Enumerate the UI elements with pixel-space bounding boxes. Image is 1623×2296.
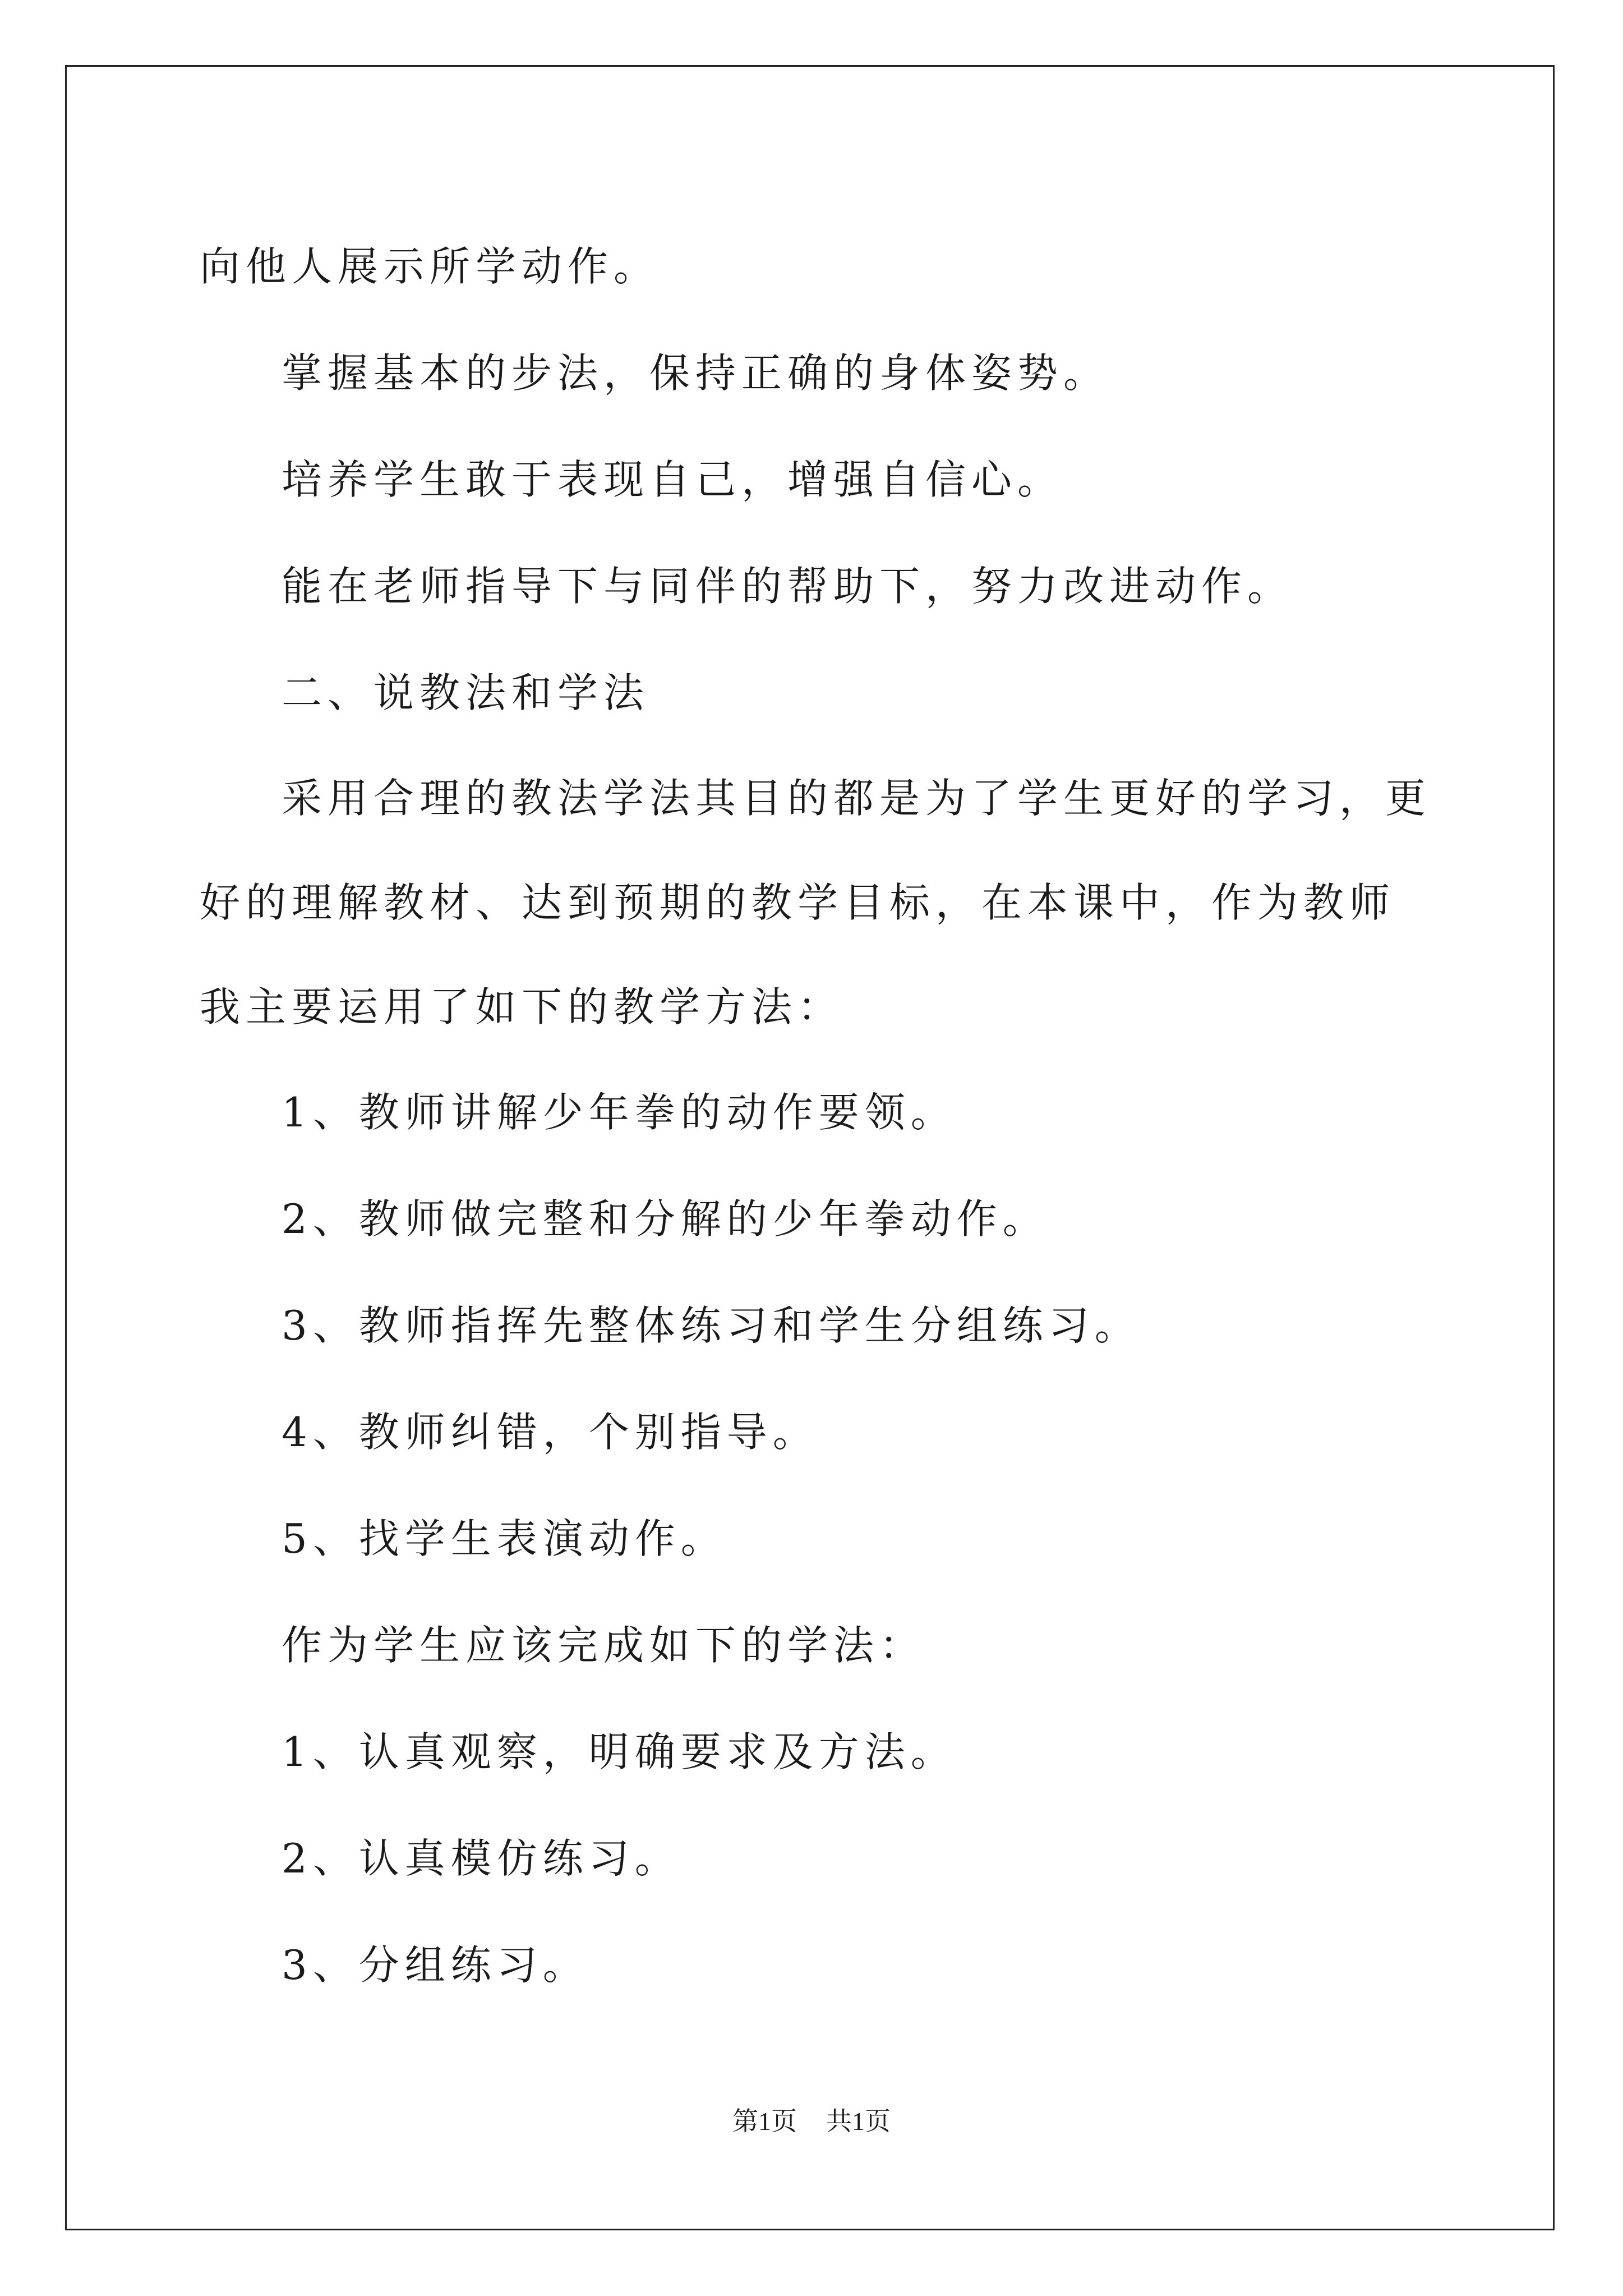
page-number: 第1页 xyxy=(732,2107,797,2136)
list-item: 1、认真观察，明确要求及方法。 xyxy=(282,1728,957,1775)
page-footer xyxy=(0,2101,1623,2138)
paragraph: 培养学生敢于表现自己，增强自信心。 xyxy=(282,456,1064,503)
list-item: 5、找学生表演动作。 xyxy=(282,1515,727,1562)
document-body xyxy=(200,213,1433,2018)
list-item: 3、分组练习。 xyxy=(282,1941,589,1989)
section-heading: 二、说教法和学法 xyxy=(282,669,650,716)
paragraph: 能在老师指导下与同伴的帮助下，努力改进动作。 xyxy=(282,563,1294,610)
list-item: 4、教师纠错，个别指导。 xyxy=(282,1409,819,1456)
list-item: 2、教师做完整和分解的少年拳动作。 xyxy=(282,1195,1049,1243)
paragraph: 采用合理的教法学法其目的都是为了学生更好的学习，更好的理解教材、达到预期的教学目标，在本课中，作为教师我主要运用了如下的教学方法： xyxy=(200,775,1432,1030)
list-item: 3、教师指挥先整体练习和学生分组练习。 xyxy=(282,1302,1141,1349)
list-item: 1、教师讲解少年拳的动作要领。 xyxy=(282,1089,957,1136)
list-item: 2、认真模仿练习。 xyxy=(282,1835,681,1882)
paragraph: 掌握基本的步法，保持正确的身体姿势。 xyxy=(282,349,1110,397)
page-total: 共1页 xyxy=(826,2107,891,2136)
paragraph: 作为学生应该完成如下的学法： xyxy=(282,1622,926,1669)
paragraph: 向他人展示所学动作。 xyxy=(200,243,660,290)
